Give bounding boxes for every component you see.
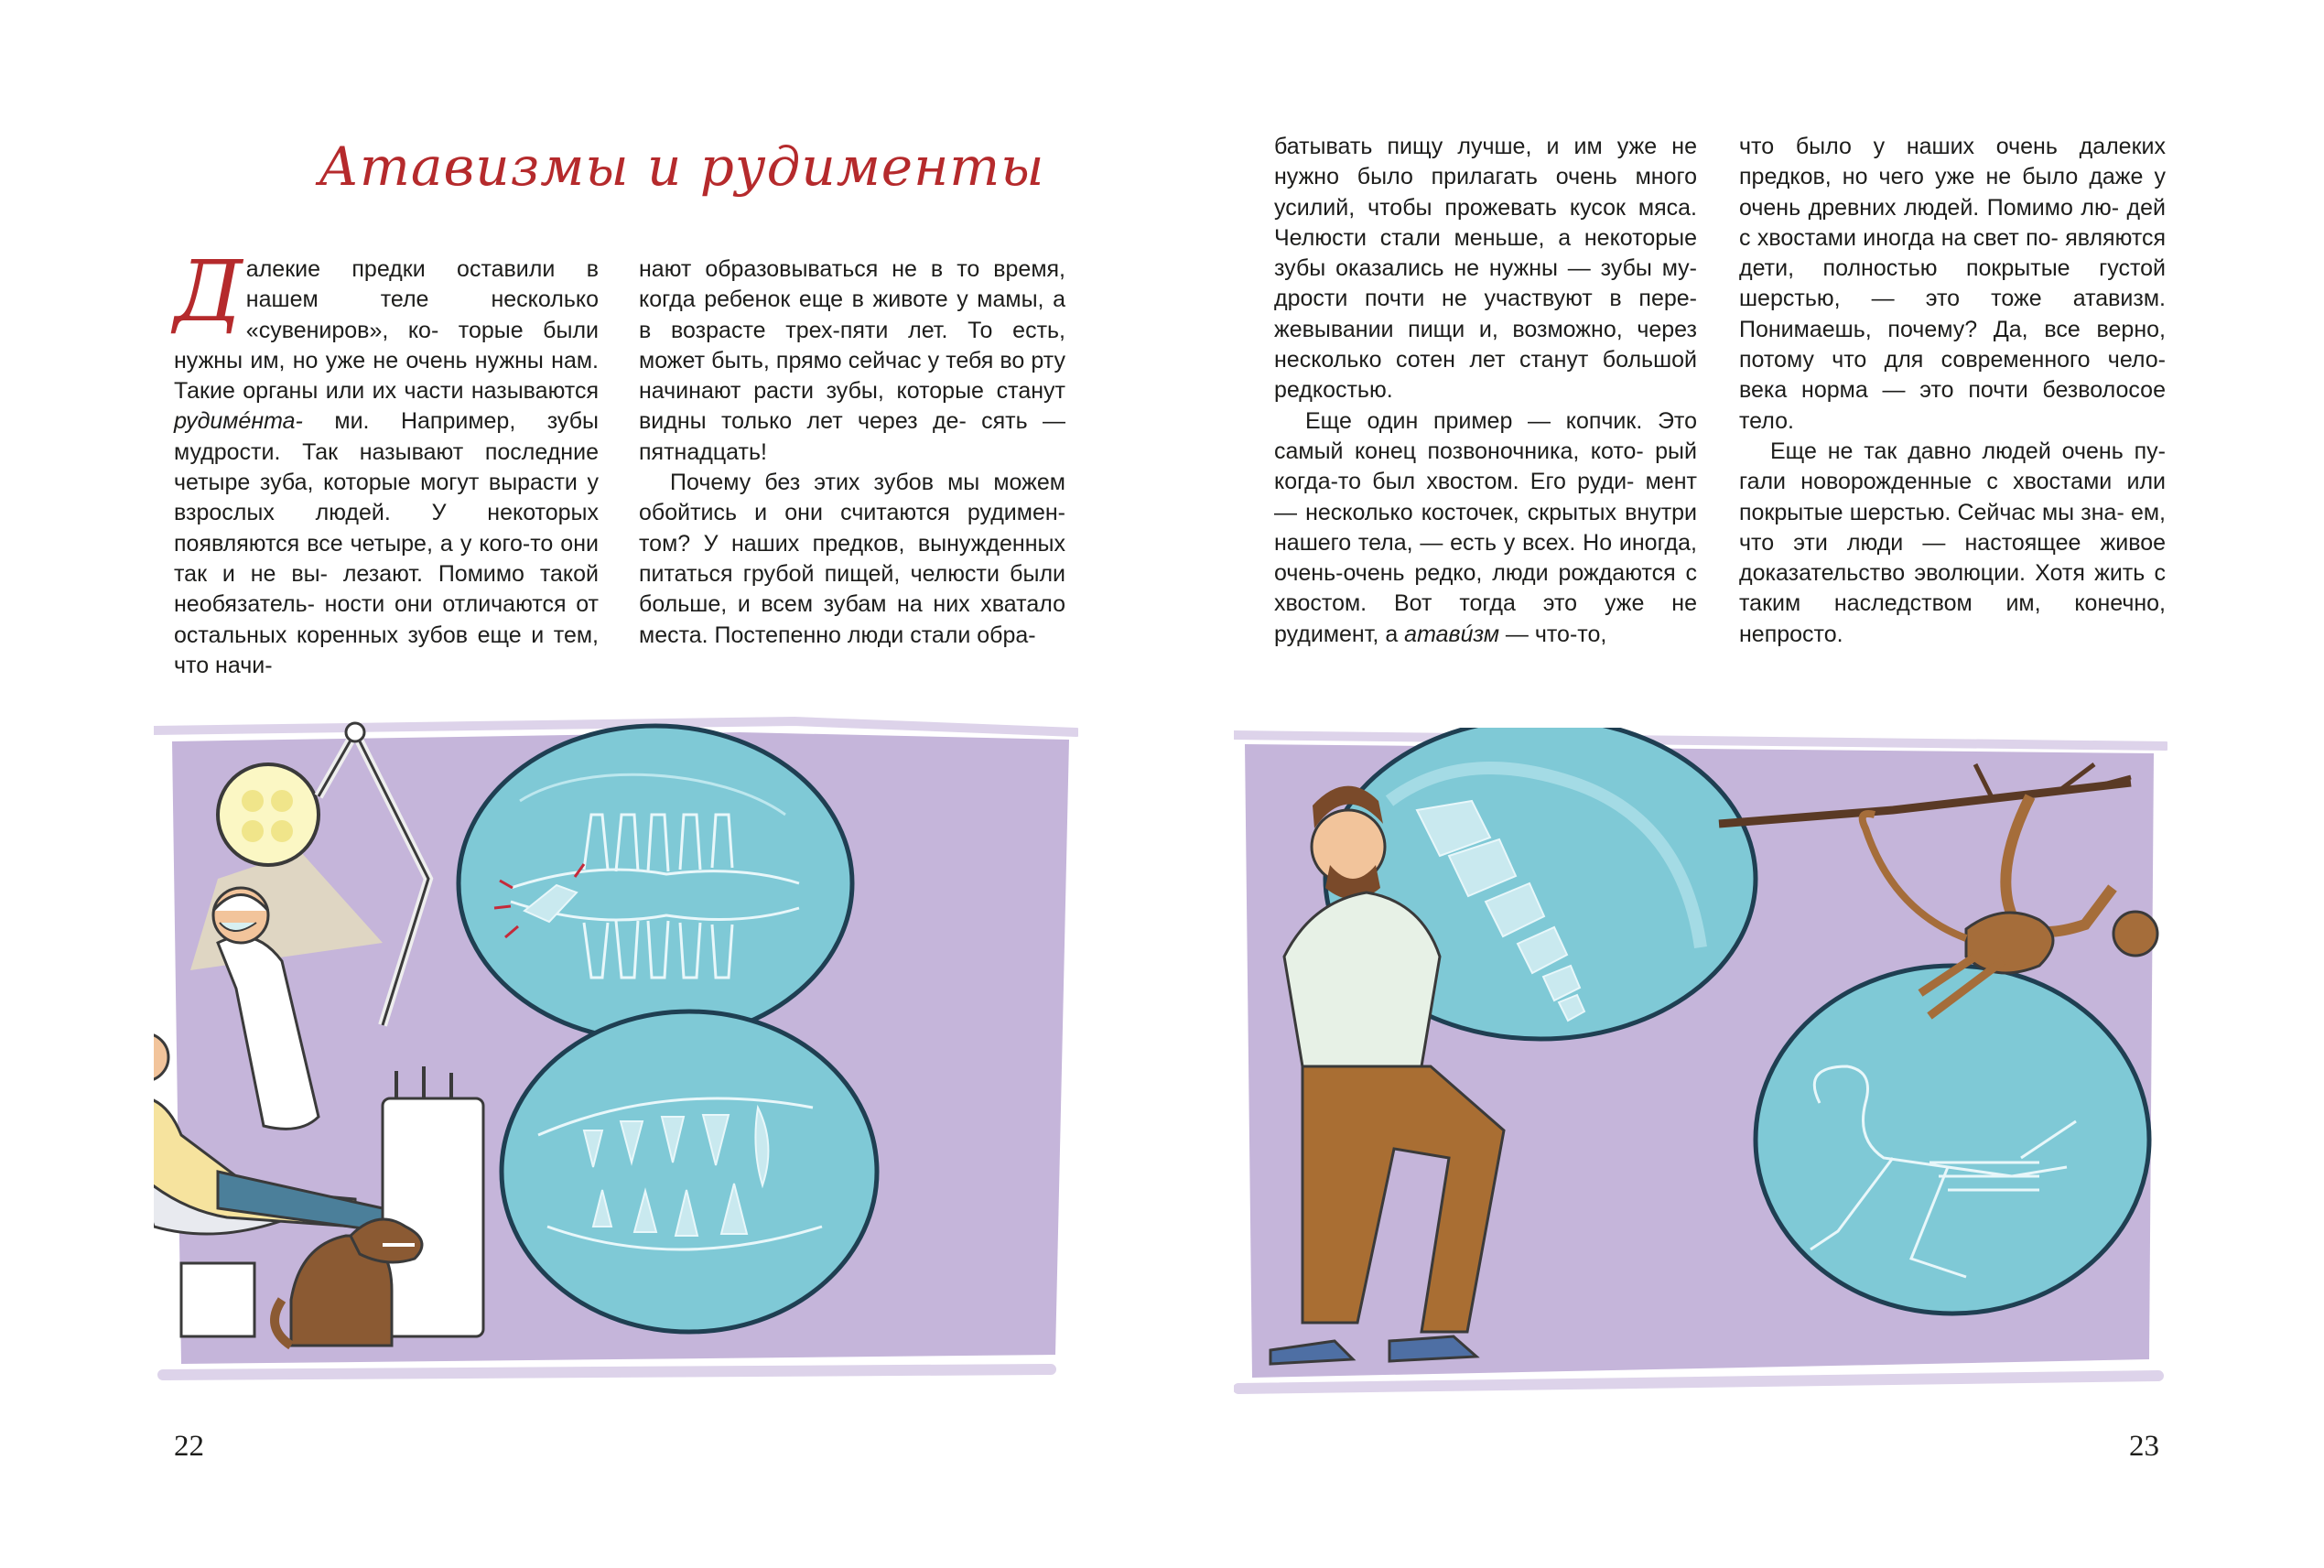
text-line: называют последние четыре зуба, <box>174 438 599 496</box>
text-line: Челюсти стали меньше, а некоторые <box>1274 224 1697 251</box>
text-line: батывать пищу лучше, и им уже не <box>1274 134 1697 159</box>
text-line: дрости почти не участвуют в пере- <box>1274 286 1697 312</box>
text-line: станут видны только лет через де- <box>639 378 1065 435</box>
text-line: потому что для современного чело- <box>1739 347 2166 373</box>
text-line: рту начинают расти зубы, которые <box>639 347 1065 405</box>
instrument-cart-icon <box>383 1066 483 1336</box>
text-line: торые были нужны им, но уже <box>174 317 599 373</box>
page-number-right: 23 <box>2129 1430 2159 1463</box>
text-line: ми. Например, зубы мудрости. Так <box>174 408 600 465</box>
text-line: может быть, прямо сейчас у тебя во <box>639 347 1025 373</box>
text-line: тело. <box>1739 407 1794 434</box>
text-line: века норма — это почти безволосое <box>1739 377 2166 404</box>
text-line: места. Постепенно люди стали обра- <box>639 622 1036 648</box>
text-line: непросто. <box>1739 621 1843 647</box>
page-number-left: 22 <box>174 1430 204 1463</box>
text-column-4 <box>1739 132 2166 650</box>
text-line: с таким наследством им, конечно, <box>1739 560 2167 617</box>
term-atavism: атавúзм <box>1404 621 1499 647</box>
page-title: Атавизмы и рудименты <box>319 135 1045 198</box>
text-line: Еще не так давно людей очень пу- <box>1770 438 2166 464</box>
text-line: редкостью. <box>1274 377 1393 404</box>
text-line: коренных зубов еще и тем, что начи- <box>174 622 599 678</box>
text-line: — что-то, <box>1498 621 1607 647</box>
text-line: которые могут вырасти у взрослых <box>174 470 599 526</box>
text-line: рый когда-то был хвостом. Его руди- <box>1274 438 1697 495</box>
text-line: а в возрасте трех-пяти лет. То есть, <box>639 287 1065 343</box>
text-line: являются дети, полностью покрытые <box>1739 224 2166 282</box>
text-line: или их части называются <box>325 378 599 405</box>
text-line: Почему без этих зубов мы можем <box>670 470 1065 496</box>
dentist-illustration <box>154 714 1078 1387</box>
text-line: больше, и всем зубам на них хватало <box>639 591 1065 618</box>
text-line: несколько сотен лет станут большой <box>1274 347 1697 373</box>
text-line: нают образовываться не в то время, <box>639 256 1065 282</box>
text-line: нужно было прилагать очень много <box>1274 164 1697 190</box>
monkey-xray-icon <box>1756 966 2149 1314</box>
text-line: людей. У некоторых появляются все <box>174 500 599 557</box>
text-line: самый конец позвоночника, кото- <box>1274 438 1644 464</box>
text-line: питаться грубой пищей, челюсти были <box>639 560 1065 587</box>
text-line: покрытые шерстью. Сейчас мы зна- <box>1739 499 2124 525</box>
text-line: теле несколько «сувениров», ко- <box>245 287 599 343</box>
text-line: дей с хвостами иногда на свет по- <box>1739 194 2166 251</box>
term-rudiment: рудимéнта- <box>174 408 303 435</box>
text-line: у очень древних людей. Помимо лю- <box>1739 164 2166 221</box>
text-line: уже не рудимент, а <box>1274 590 1697 647</box>
text-line: усилий, чтобы прожевать кусок мяса. <box>1274 194 1697 221</box>
text-column-1 <box>174 243 600 681</box>
text-line: рождаются с хвостом. Вот тогда это <box>1274 560 1697 617</box>
text-line: ем, что эти люди — настоящее живое <box>1739 499 2166 556</box>
text-line: Понимаешь, почему? Да, все верно, <box>1739 316 2166 342</box>
text-line: Еще один пример — копчик. Это <box>1305 407 1697 434</box>
jaw-xray-icon <box>459 726 852 1041</box>
text-line: четыре, а у кого-то они так и не вы- <box>174 530 599 587</box>
text-column-2 <box>639 254 1065 651</box>
text-line: лезают. Помимо такой необязатель- <box>174 560 599 618</box>
drop-cap: Д <box>174 243 243 341</box>
text-line: что было у наших очень далеких <box>1739 134 2166 159</box>
text-line: обойтись и они считаются рудимен- <box>639 500 1065 526</box>
text-line: ности они отличаются от остальных <box>174 591 599 648</box>
text-line: доказательство эволюции. Хотя жить <box>1739 560 2146 587</box>
text-line: сять — пятнадцать! <box>639 408 1065 465</box>
text-line: алекие предки оставили в нашем <box>245 256 599 313</box>
dog-jaw-xray-icon <box>502 1011 877 1332</box>
text-line: густой шерстью, — это тоже атавизм. <box>1739 255 2166 312</box>
text-line: внутри нашего тела, — есть у всех. <box>1274 499 1698 556</box>
text-line: не очень нужны нам. Такие органы <box>174 347 600 405</box>
text-line: зубы оказались не нужны — зубы му- <box>1274 255 1697 282</box>
text-line: мент — несколько косточек, скрытых <box>1274 469 1697 525</box>
text-column-3 <box>1274 132 1697 650</box>
text-line: жевывании пищи и, возможно, через <box>1274 316 1697 342</box>
text-line: Но иногда, очень-очень редко, люди <box>1274 529 1697 587</box>
text-line: гали новорожденные с хвостами или <box>1739 469 2166 495</box>
tailbone-illustration <box>1234 728 2167 1400</box>
text-line: когда ребенок еще в животе у мамы, <box>639 287 1044 313</box>
text-line: предков, но чего уже не было даже <box>1739 164 2144 190</box>
text-line: том? У наших предков, вынужденных <box>639 530 1065 557</box>
